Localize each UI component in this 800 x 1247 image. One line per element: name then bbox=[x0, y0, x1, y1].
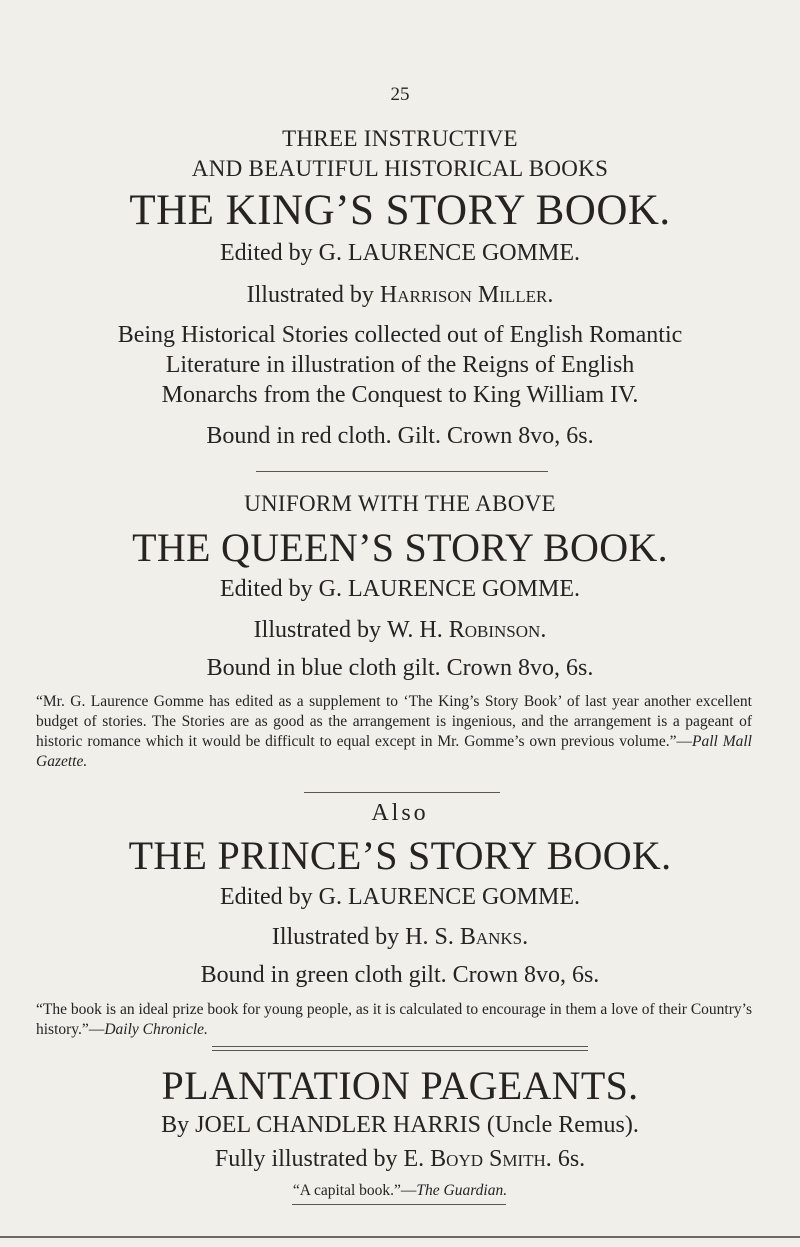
divider-rule bbox=[292, 1204, 506, 1205]
kings-book-binding: Bound in red cloth. Gilt. Crown 8vo, 6s. bbox=[206, 423, 594, 449]
uniform-heading: UNIFORM WITH THE ABOVE bbox=[244, 491, 556, 516]
kings-book-description-line-3: Monarchs from the Conquest to King William IV. bbox=[161, 382, 639, 408]
also-heading: Also bbox=[371, 800, 429, 826]
kings-book-illustrator-line: Illustrated by Harrison Miller. bbox=[246, 282, 554, 308]
princes-book-title: THE PRINCE’S STORY BOOK. bbox=[128, 833, 672, 878]
page-number: 25 bbox=[390, 84, 410, 105]
section-heading-line-2: AND BEAUTIFUL HISTORICAL BOOKS bbox=[191, 156, 609, 181]
queens-book-editor: Edited by G. LAURENCE GOMME. bbox=[220, 576, 580, 602]
queens-book-review-source: Pall Mall Gazette. bbox=[36, 733, 752, 770]
princes-book-illustrator: H. S. Banks. bbox=[405, 924, 529, 950]
kings-book-title: THE KING’S STORY BOOK. bbox=[129, 187, 671, 234]
plantation-pageants-illustrator-line: Fully illustrated by E. Boyd Smith. 6s. bbox=[214, 1146, 586, 1172]
queens-book-binding: Bound in blue cloth gilt. Crown 8vo, 6s. bbox=[206, 655, 594, 681]
kings-book-editor: Edited by G. LAURENCE GOMME. bbox=[220, 240, 580, 266]
page-bottom-rule bbox=[0, 1236, 800, 1238]
princes-book-illustrator-line: Illustrated by H. S. Banks. bbox=[271, 924, 529, 950]
kings-book-description-line-1: Being Historical Stories collected out of English Romantic bbox=[117, 322, 683, 348]
kings-book-illustrator: Harrison Miller. bbox=[379, 282, 554, 308]
queens-book-illustrator-line: Illustrated by W. H. Robinson. bbox=[253, 617, 547, 643]
princes-book-binding: Bound in green cloth gilt. Crown 8vo, 6s. bbox=[200, 962, 600, 988]
plantation-pageants-illustrator: E. Boyd Smith. bbox=[403, 1146, 552, 1172]
divider-rule bbox=[304, 792, 500, 793]
plantation-pageants-review: “A capital book.”—The Guardian. bbox=[292, 1182, 508, 1199]
section-heading-line-1: THREE INSTRUCTIVE bbox=[282, 126, 518, 151]
queens-book-illustrator: W. H. Robinson. bbox=[386, 617, 547, 643]
queens-book-review: “Mr. G. Laurence Gomme has edited as a supplement to ‘The King’s Story Book’ of last year another excellent budget of stories. The Stories are as good as the arrangement is ingenious, and the arrangement is a pageant of historic romance which it would be difficult to equal except in Mr. Gomme’s own previous volume.”—Pall Mall Gazette. bbox=[36, 693, 752, 770]
divider-rule bbox=[256, 471, 548, 472]
double-divider-rule bbox=[212, 1046, 588, 1051]
queens-book-title: THE QUEEN’S STORY BOOK. bbox=[132, 525, 668, 570]
princes-book-editor: Edited by G. LAURENCE GOMME. bbox=[220, 884, 580, 910]
princes-book-review: “The book is an ideal prize book for young people, as it is calculated to encourage in them a love of their Country’s history.”—Daily Chronicle. bbox=[36, 1001, 752, 1038]
plantation-pageants-author: By JOEL CHANDLER HARRIS (Uncle Remus). bbox=[161, 1112, 639, 1138]
plantation-pageants-review-source: The Guardian. bbox=[416, 1182, 508, 1199]
plantation-pageants-title: PLANTATION PAGEANTS. bbox=[161, 1063, 639, 1108]
princes-book-review-source: Daily Chronicle. bbox=[104, 1021, 208, 1038]
kings-book-description-line-2: Literature in illustration of the Reigns of English bbox=[165, 352, 635, 378]
